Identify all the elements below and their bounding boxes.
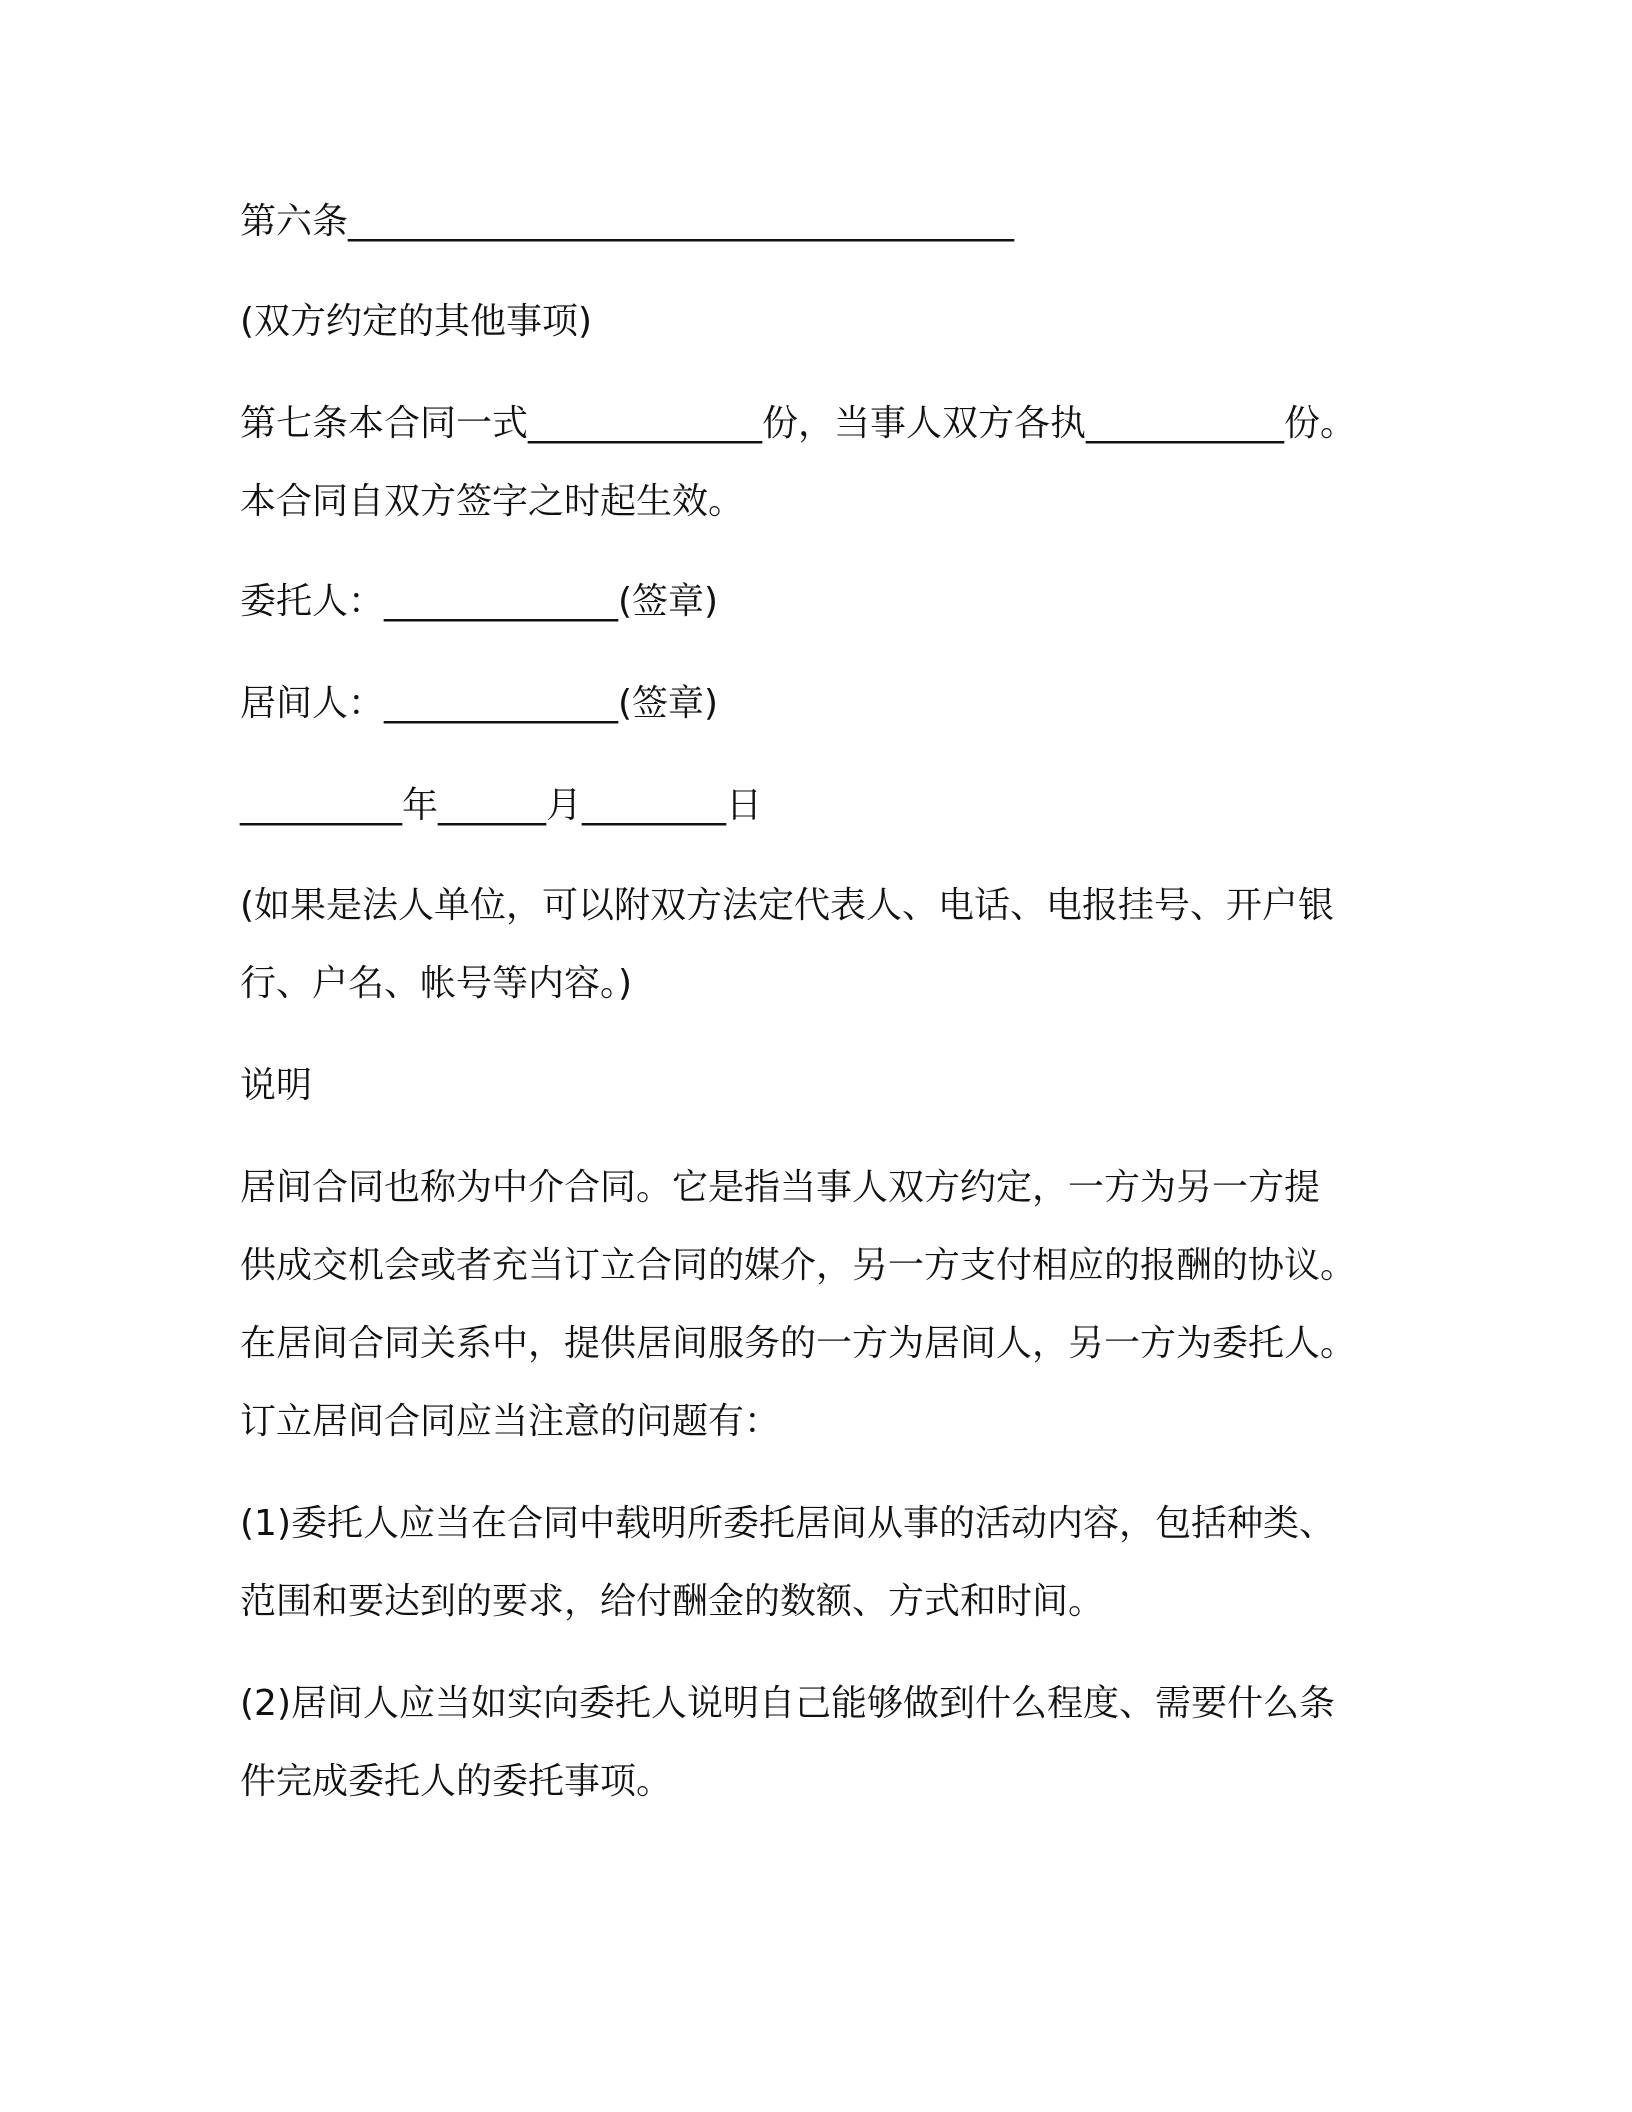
explanation-paragraph-line-4: 订立居间合同应当注意的问题有： xyxy=(240,1401,781,1442)
intermediary-signature-line: 居间人：_____________(签章) xyxy=(240,683,719,724)
explanation-paragraph-line-2: 供成交机会或者充当订立合同的媒介，另一方支付相应的报酬的协议。 xyxy=(240,1245,1357,1286)
article-6-line: 第六条_____________________________________ xyxy=(240,201,1015,242)
point-2-line-1: (2)居间人应当如实向委托人说明自己能够做到什么程度、需要什么条 xyxy=(240,1683,1335,1724)
point-1-line-1: (1)委托人应当在合同中载明所委托居间从事的活动内容，包括种类、 xyxy=(240,1503,1335,1544)
explanation-heading: 说明 xyxy=(240,1065,313,1106)
date-line: _________年______月________日 xyxy=(240,785,762,826)
point-2-line-2: 件完成委托人的委托事项。 xyxy=(240,1761,673,1802)
article-7-line-1: 第七条本合同一式_____________份，当事人双方各执___________份。 xyxy=(240,403,1357,444)
explanation-paragraph-line-3: 在居间合同关系中，提供居间服务的一方为居间人，另一方为委托人。 xyxy=(240,1323,1357,1364)
principal-signature-line: 委托人：_____________(签章) xyxy=(240,581,719,622)
explanation-paragraph-line-1: 居间合同也称为中介合同。它是指当事人双方约定，一方为另一方提 xyxy=(240,1167,1321,1208)
article-7-line-2: 本合同自双方签字之时起生效。 xyxy=(240,481,745,522)
legal-entity-note-line-1: (如果是法人单位，可以附双方法定代表人、电话、电报挂号、开户银 xyxy=(240,885,1335,926)
point-1-line-2: 范围和要达到的要求，给付酬金的数额、方式和时间。 xyxy=(240,1581,1105,1622)
article-6-note: (双方约定的其他事项) xyxy=(240,301,593,342)
legal-entity-note-line-2: 行、户名、帐号等内容。) xyxy=(240,963,633,1004)
